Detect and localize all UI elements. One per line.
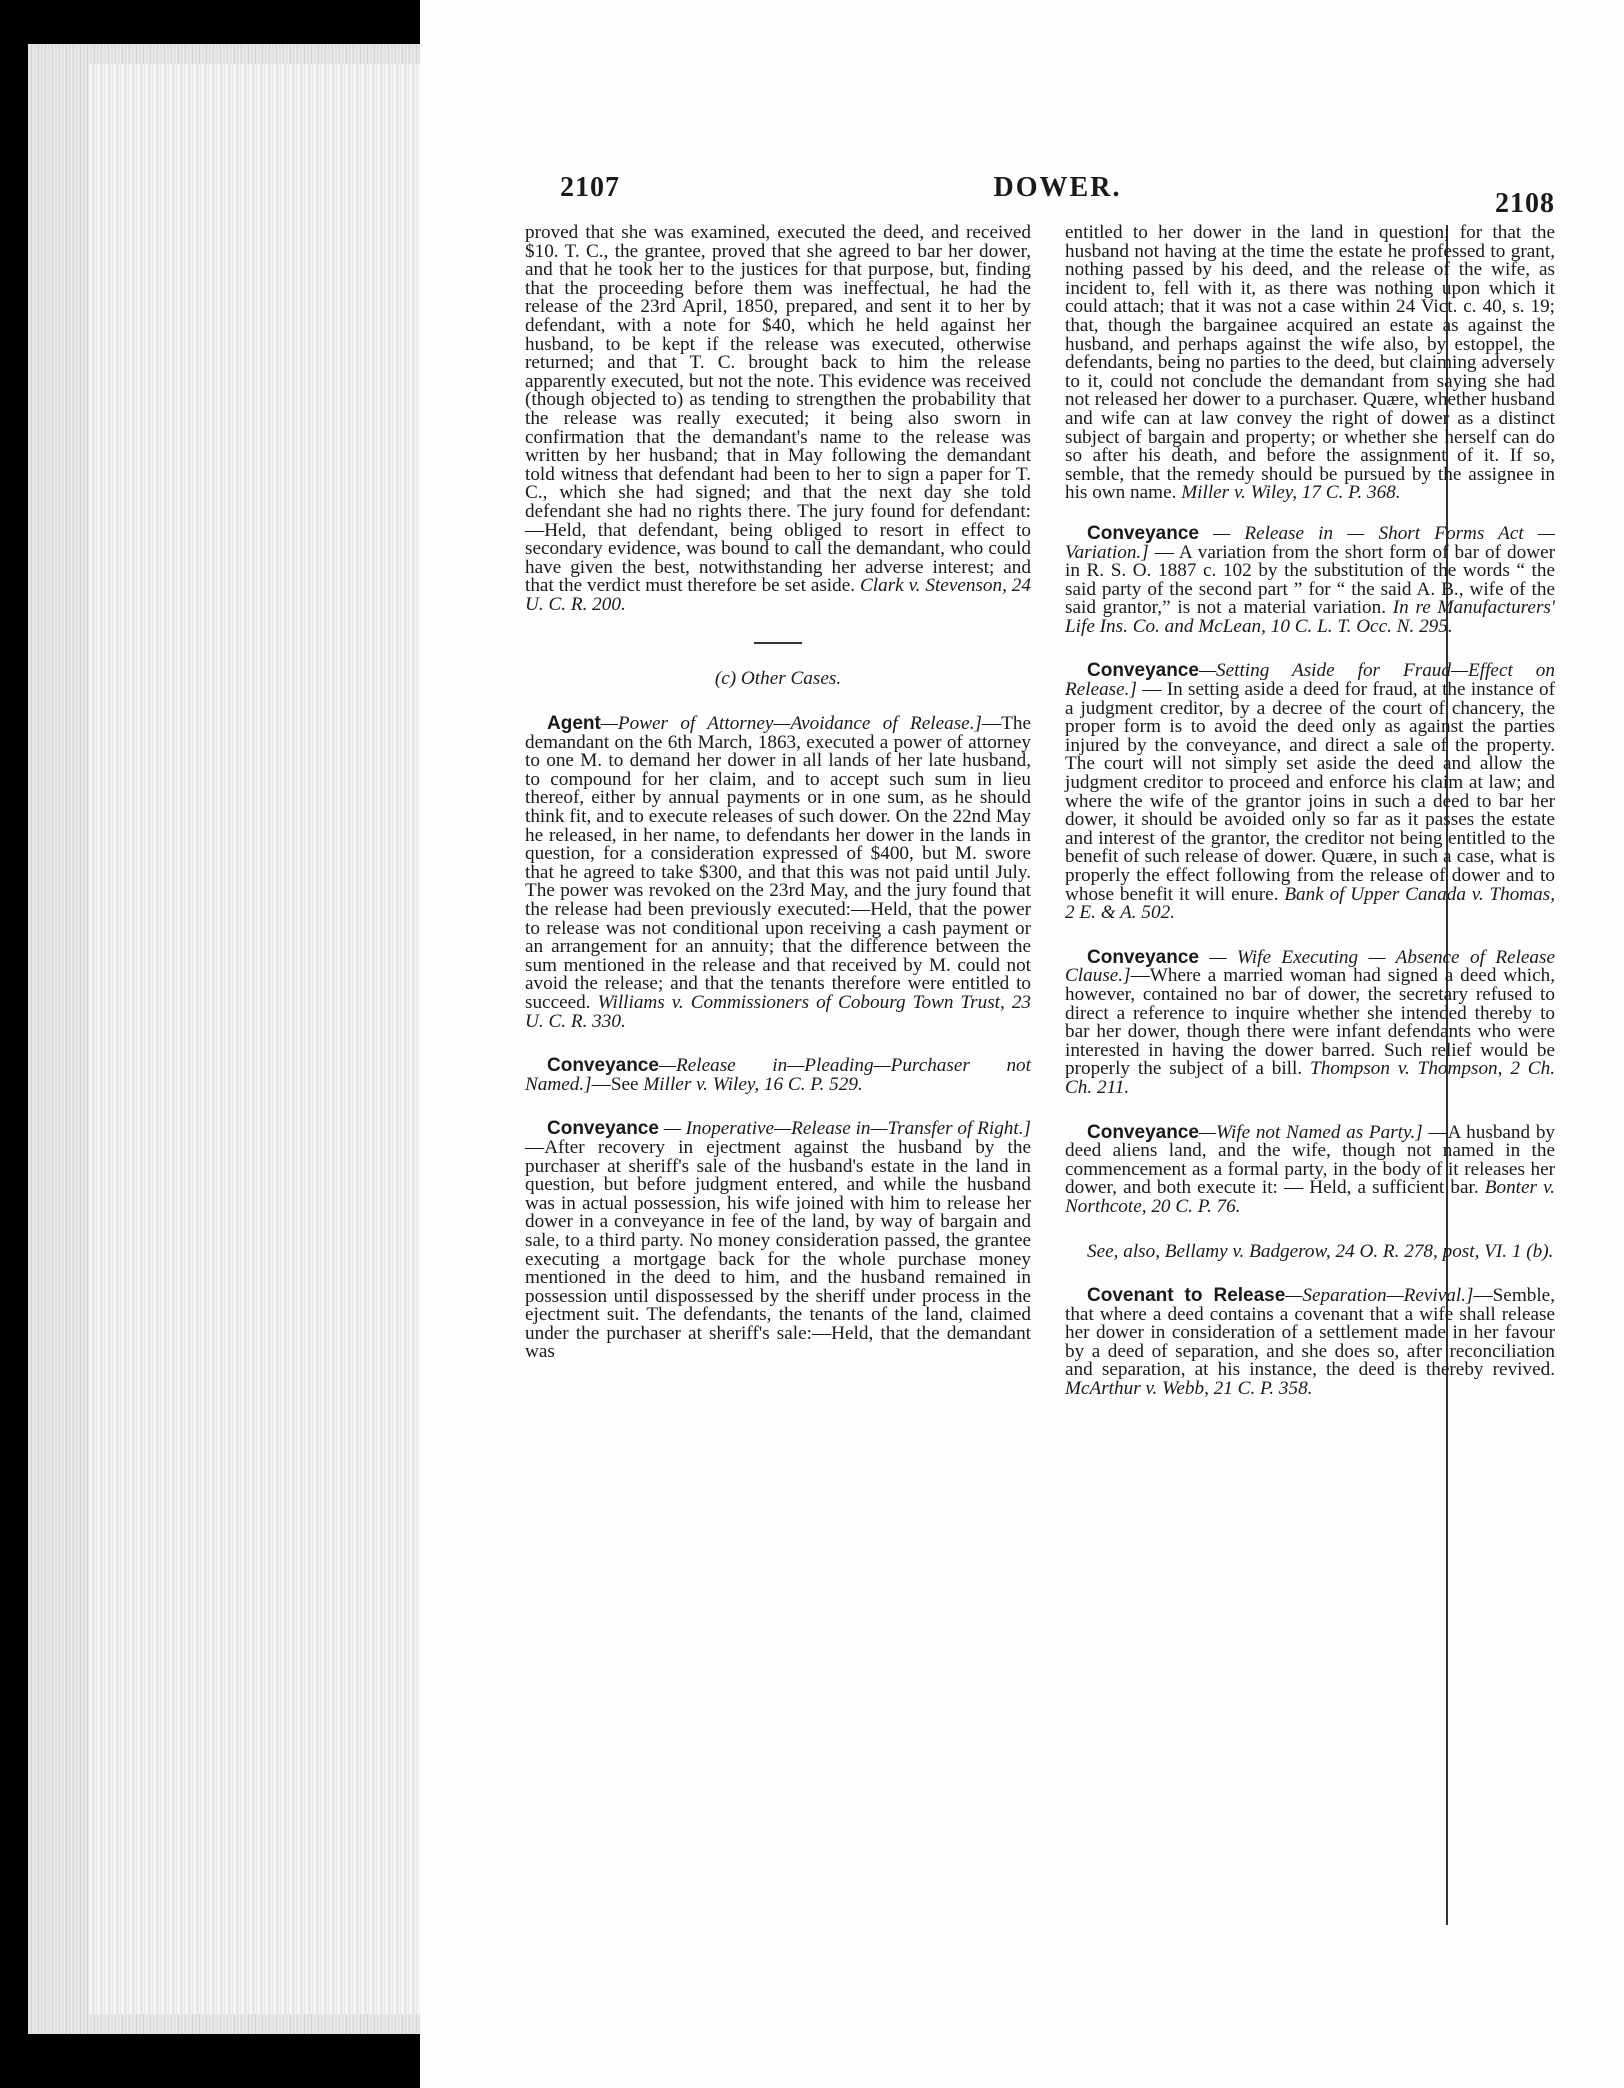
digest-entry bbox=[1065, 522, 1555, 637]
entry-topic: — Wife Executing — Absence of Release Clause.] bbox=[1065, 946, 1555, 987]
case-citation: Miller v. Wiley, 16 C. P. 529. bbox=[643, 1073, 863, 1095]
entry-body: —Semble, that where a deed contains a covenant that a wife shall release her dower in consideration of a settlement made in her favour by a deed of separation, and she does so, after reconciliation and separation, at his instance, the deed is thereby revived. bbox=[1065, 1285, 1555, 1381]
digest-entry bbox=[1065, 662, 1555, 922]
case-citation: Williams v. Commissioners of Cobourg Town Trust, 23 U. C. R. 330. bbox=[525, 991, 1032, 1032]
case-citation: Clark v. Stevenson, 24 U. C. R. 200. bbox=[525, 575, 1031, 615]
entry-body: —After recovery in ejectment against the husband by the purchaser at sheriff's sale of the husband's estate in the land in question, but before judgment entered, and while the husband was in actual possession, his wife joined with him to release her dower in a conveyance in fee of the land, by way of bargain and sale, to a third party. No money consideration passed, the grantee executing a mortgage back for the whole purchase money mentioned in the deed to him, and the husband remained in possession until dispossessed by the sheriff under process in the ejectment suit. The defendants, the tenants of the land, claimed under the purchaser at sheriff's sale:—Held, that the demandant was bbox=[525, 1136, 1031, 1363]
continued-entry: entitled to her dower in the land in question; for that the husband not having at the time the estate he professed to grant, nothing passed by his deed, and the release of the wife, as incident to, fell with it, as there was nothing upon which it could attach; that it was not a case within 24 Vict. c. 40, s. 19; that, though the bargainee acquired an estate as against the husband, and perhaps against the wife also, by estoppel, the defendants, being no parties to the deed, but claiming adversely to it, could not conclude the demandant from saying she had not released her dower to a purchaser. Quære, whether husband and wife can at law convey the right of dower as a distinct subject of bargain and property; or whether she herself can do so after his death, and before the assignment of it. If so, semble, that the remedy should be pursued by the assignee in his own name. Miller v. Wiley, 17 C. P. 368. bbox=[1065, 222, 1555, 504]
digest-entry bbox=[1065, 1121, 1556, 1217]
case-citation: Thompson v. Thompson, 2 Ch. Ch. 211. bbox=[1065, 1058, 1555, 1098]
case-citation: McArthur v. Webb, 21 C. P. 358. bbox=[1065, 1378, 1313, 1400]
case-citation: Bank of Upper Canada v. Thomas, 2 E. & A. 502. bbox=[1065, 883, 1556, 924]
entry-body: —The demandant on the 6th March, 1863, executed a power of attorney to one M. to demand her dower in all lands of her late husband, to compound for her claim, and to accept such sum in lieu thereof, either by annual payments or in one sum, as he should think fit, and to execute releases of such dower. On the 22nd May he released, in her name, to defendants her dower in the lands in question, for a consideration expressed of $400, but M. swore that he agreed to take $300, and that this was not paid until July. The power was revoked on the 23rd May, and the jury found that the release had been previously executed:—Held, that the power to release was not conditional upon receiving a cash payment or an arrangement for an annuity; that the difference between the sum mentioned in the release and that received by M. could not avoid the release; and that the tenants therefore were entitled to succeed. bbox=[525, 713, 1031, 1013]
digest-entry bbox=[1065, 1287, 1555, 1399]
entry-topic: — Inoperative—Release in—Transfer of Right.] bbox=[658, 1118, 1031, 1140]
case-citation: Miller v. Wiley, 17 C. P. 368. bbox=[1181, 482, 1401, 504]
page-number-left: 2107 bbox=[560, 172, 620, 203]
entry-topic: —Release in—Pleading—Purchaser not Named.] bbox=[525, 1055, 1031, 1095]
entry-headword: Conveyance bbox=[547, 1118, 659, 1140]
entry-body: —Where a married woman had signed a deed which, however, contained no bar of dower, the secretary refused to direct a reference to inquire whether she intended thereby to bar her dower, though there were infant defendants who were interested in having the dower barred. Such relief would be properly the subject of a bill. bbox=[1065, 965, 1555, 1080]
page-number-right: 2108 bbox=[1495, 188, 1555, 219]
entry-headword: Covenant to Release bbox=[1087, 1285, 1286, 1307]
digest-entry bbox=[525, 1120, 1031, 1362]
digest-entry bbox=[1065, 946, 1555, 1098]
left-column bbox=[525, 224, 1031, 1388]
entry-topic: —Wife not Named as Party.] bbox=[1198, 1121, 1423, 1143]
page-header bbox=[560, 172, 1555, 219]
see-also-note: See, also, Bellamy v. Badgerow, 24 O. R. 278, post, VI. 1 (b). bbox=[1087, 1240, 1554, 1262]
entry-body: — In setting aside a deed for fraud, at the instance of a judgment creditor, by a decree of the court of chancery, the proper form is to avoid the deed only as against the parties injured by the conveyance, and direct a sale of the property. The court will not simply set aside the deed and allow the judgment creditor to proceed and enforce his claim at law; and where the wife of the grantor joins in such a deed to bar her dower, it should be avoided only so far as it passes the estate and interest of the grantor, the creditor not being entitled to the benefit of such release of dower. Quære, in such a case, what is properly the effect following from the release of dower and to whose benefit it will enure. bbox=[1065, 679, 1555, 905]
case-citation: In re Manufacturers' Life Ins. Co. and McLean, 10 C. L. T. Occ. N. 295. bbox=[1065, 597, 1555, 637]
section-subheading: (c) Other Cases. bbox=[714, 668, 842, 690]
entry-body: —See bbox=[591, 1073, 639, 1095]
entry-headword: Conveyance bbox=[1087, 946, 1199, 968]
entry-body: —A husband by deed aliens land, and the wife, though not named in the commencement as a formal party, in the body of it releases her dower, and both execute it: — Held, a sufficient bar. bbox=[1065, 1121, 1556, 1199]
entry-topic: —Setting Aside for Fraud—Effect on Release.] bbox=[1065, 660, 1555, 701]
entry-headword: Conveyance bbox=[1087, 660, 1199, 682]
case-citation: Bonter v. Northcote, 20 C. P. 76. bbox=[1065, 1177, 1555, 1217]
entry-topic: — Release in — Short Forms Act — Variation.] bbox=[1065, 522, 1555, 563]
digest-entry bbox=[525, 715, 1031, 1031]
entry-headword: Conveyance bbox=[1087, 522, 1199, 544]
digest-entry bbox=[525, 1057, 1031, 1094]
book-page bbox=[420, 0, 1624, 2088]
book-page-edges bbox=[28, 44, 438, 2034]
entry-topic: —Separation—Revival.] bbox=[1285, 1285, 1474, 1307]
entry-body: — A variation from the short form of bar of dower in R. S. O. 1887 c. 102 by the substitution of the words “ the said party of the second part ” for “ the said A. B., wife of the said grantor,” is not a material variation. bbox=[1065, 541, 1555, 619]
entry-topic: —Power of Attorney—Avoidance of Release.] bbox=[600, 713, 982, 735]
continued-entry: proved that she was examined, executed the deed, and received $10. T. C., the grantee, proved that she agreed to bar her dower, and that he took her to the justices for that purpose, but, finding that the proceeding before them was ineffectual, he had the release of the 23rd April, 1850, prepared, and sent it to her by defendant, with a note for $40, which he held against her husband, to be kept if the release was executed, otherwise returned; and that T. C. brought back to him the release apparently executed, but not the note. This evidence was received (though objected to) as tending to strengthen the probability that the release was really executed; it being also sworn in confirmation that the demandant's name to the release was written by her husband; that in May following the demandant told witness that defendant had been to her to sign a paper for T. C., which she had signed; and that the next day she told defendant she had no rights there. The jury found for defendant:—Held, that defendant, being obliged to resort in effect to secondary evidence, was bound to call the demandant, who could have given the best, notwithstanding her adverse interest; and that the verdict must therefore be set aside. Clark v. Stevenson, 24 U. C. R. 200. bbox=[525, 222, 1031, 615]
section-divider bbox=[754, 642, 802, 644]
entry-headword: Conveyance bbox=[547, 1055, 659, 1077]
right-column bbox=[1065, 224, 1555, 1425]
entry-headword: Agent bbox=[547, 713, 601, 735]
running-title: DOWER. bbox=[993, 172, 1122, 203]
entry-headword: Conveyance bbox=[1087, 1121, 1199, 1143]
